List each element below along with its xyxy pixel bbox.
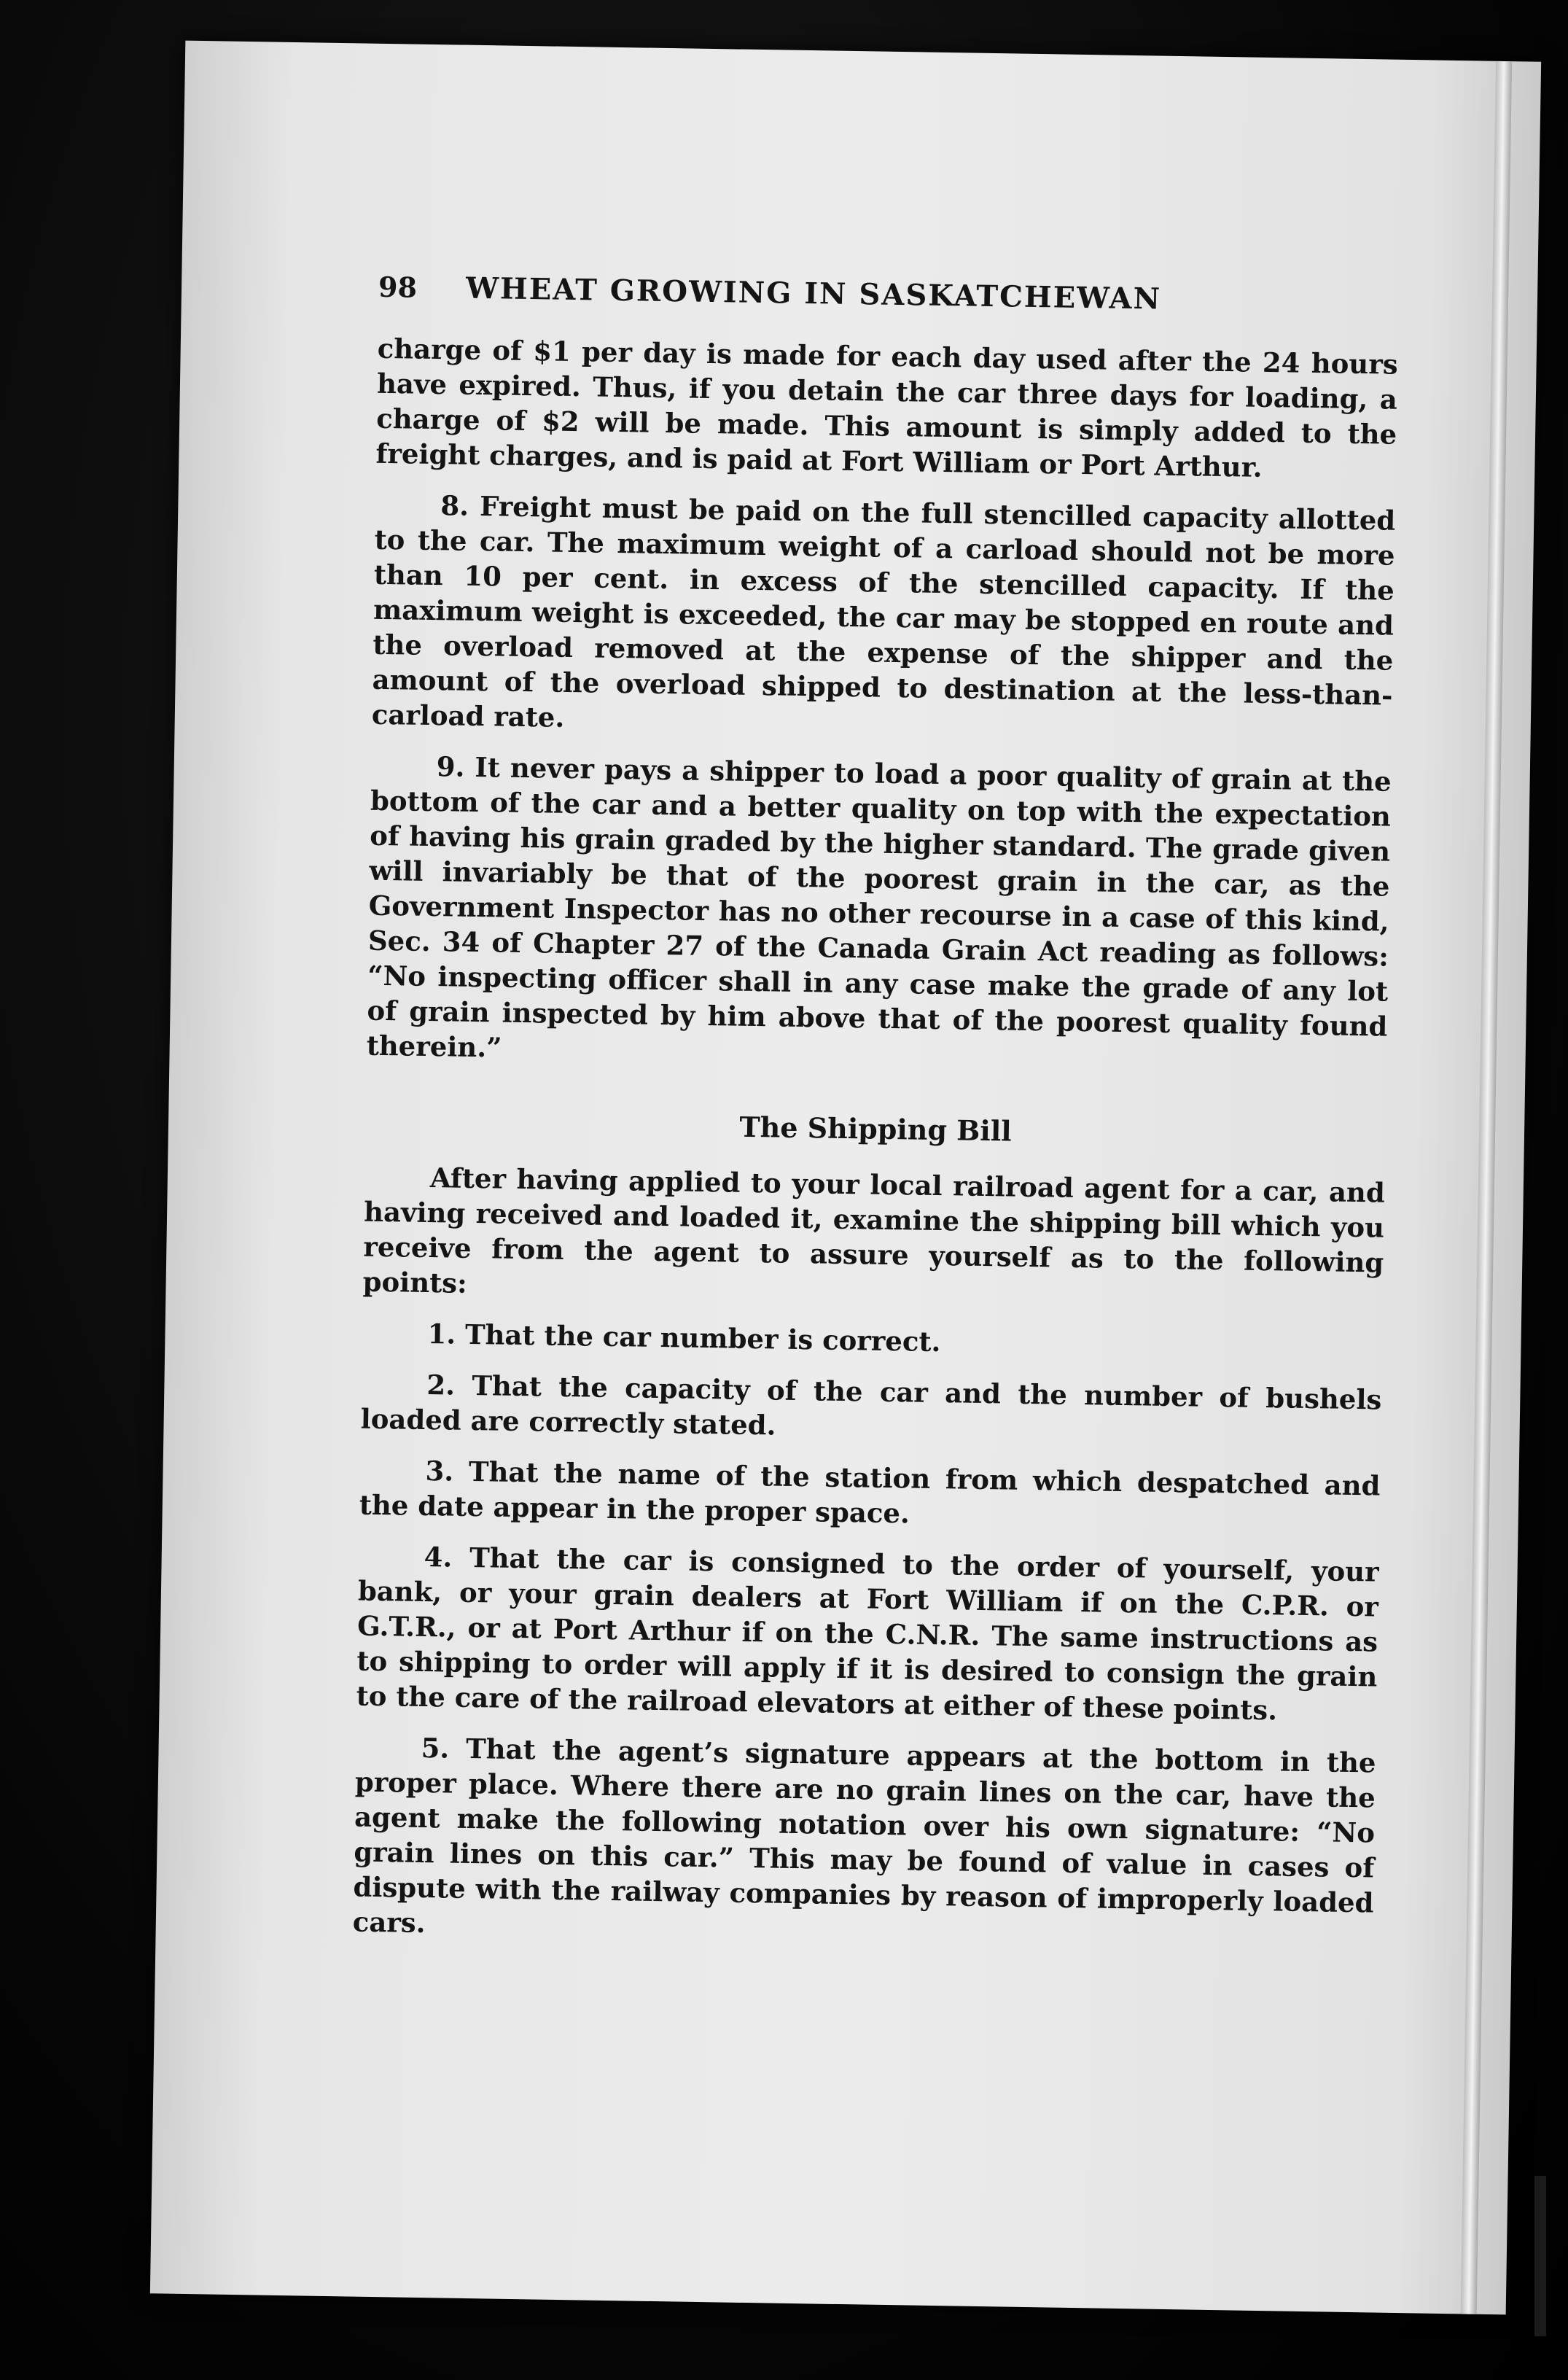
point-item: 2. That the capacity of the car and the number of bushels loaded are correctly stated. (360, 1369, 1382, 1442)
running-title: WHEAT GROWING IN SASKATCHEWAN (465, 271, 1162, 316)
point-item: 3. That the name of the station from which despatched and the date appear in the proper space. (359, 1454, 1381, 1530)
point-item: 5. That the agent’s signature appears at the bottom in the proper place. Where there are no grain lines on the car, have the agent make the following notation over his own signature: “No grain lines on this car.” This may be found of value in cases of dispute with the railway companies by reason of improperly loaded cars. (352, 1731, 1376, 1940)
point-item: 1. That the car number is correct. (427, 1318, 941, 1358)
point-item: 4. That the car is consigned to the order of yourself, your bank, or your grain dealers at Fort William if on the C.P.R. or G.T.R., or at Port Arthur if on the C.N.R. The same instructions as to shipping to order will apply if it is desired to consign the grain to the care of the railroad elevators at either of these points. (356, 1540, 1379, 1727)
scan-edge-mark (1534, 2176, 1546, 2336)
paragraph-freight: 8. Freight must be paid on the full stencilled capacity allotted to the car. The maximum weight of a carload should not be more than 10 per cent. in excess of the stencilled capacity. If the maximum weight is exceeded, the car may be stopped en route and the overload removed at the expense of the shipper and the amount of the overload shipped to destination at the less-than-carload rate. (371, 489, 1396, 734)
running-head (378, 270, 1400, 321)
page-number: 98 (378, 270, 418, 304)
paragraph-grain-quality: 9. It never pays a shipper to load a poor quality of grain at the bottom of the car and a better quality on top with the expectation of having his grain graded by the higher standard. The grade given will invariably be that of the poorest grain in the car, as the Government Inspector has no other recourse in a case of this kind, Sec. 34 of Chapter 27 of the Canada Grain Act reading as follows: “No inspecting officer shall in any case make the grade of any lot of grain inspected by him above that of the poorest quality found therein.” (366, 750, 1392, 1064)
section-intro: After having applied to your local railroad agent for a car, and having received and loaded it, examine the shipping bill which you receive from the agent to assure yourself as to the following points: (362, 1162, 1386, 1299)
page-content (352, 270, 1399, 1972)
page-edge (1461, 61, 1513, 2314)
paragraph-charge: charge of $1 per day is made for each day used after the 24 hours have expired. Thus, if you detain the car three days for loading, a charge of $2 will be made. This amount is simply added to the freight charges, and is paid at Fort William or Port Arthur. (375, 332, 1398, 483)
section-heading: The Shipping Bill (739, 1110, 1013, 1148)
book-page (150, 41, 1541, 2315)
